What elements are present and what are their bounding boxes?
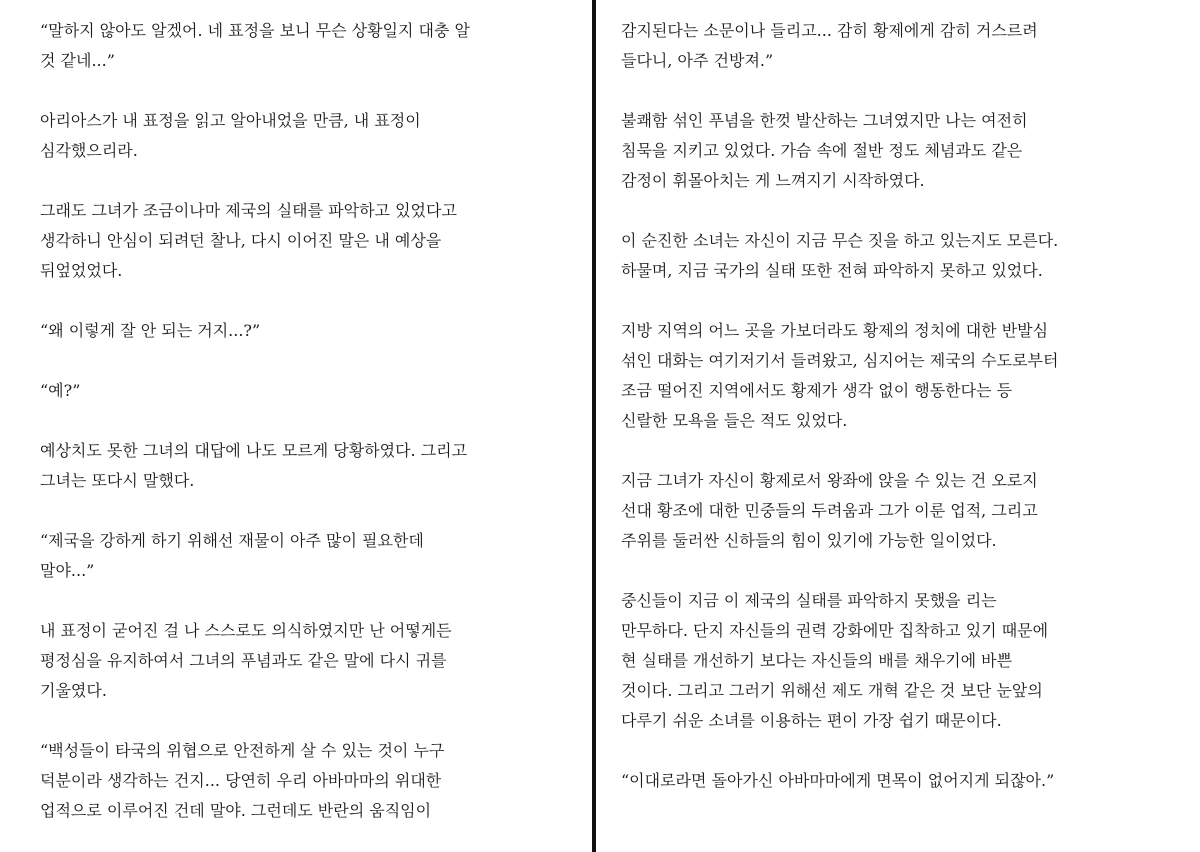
paragraph	[621, 16, 1200, 76]
paragraph	[40, 736, 594, 826]
text-line: 것 같네...”	[40, 51, 115, 70]
paragraph	[40, 616, 594, 706]
text-line: 섞인 대화는 여기저기서 들려왔고, 심지어는 제국의 수도로부터	[621, 351, 1059, 370]
text-line: “백성들이 타국의 위협으로 안전하게 살 수 있는 것이 누구	[40, 741, 445, 760]
text-line: 감정이 휘몰아치는 게 느껴지기 시작하였다.	[621, 171, 925, 190]
paragraph	[621, 226, 1200, 286]
text-line: “예?”	[40, 381, 81, 400]
page-divider	[592, 0, 596, 852]
paragraph	[40, 376, 594, 406]
text-line: 선대 황조에 대한 민중들의 두려움과 그가 이룬 업적, 그리고	[621, 501, 1038, 520]
text-line: 불쾌함 섞인 푸념을 한껏 발산하는 그녀였지만 나는 여전히	[621, 111, 1028, 130]
text-line: 중신들이 지금 이 제국의 실태를 파악하지 못했을 리는	[621, 591, 997, 610]
text-line: 예상치도 못한 그녀의 대답에 나도 모르게 당황하였다. 그리고	[40, 441, 468, 460]
paragraph	[621, 466, 1200, 556]
text-line: 심각했으리라.	[40, 141, 138, 160]
text-line: 이 순진한 소녀는 자신이 지금 무슨 짓을 하고 있는지도 모른다.	[621, 231, 1059, 250]
text-line: 기울였다.	[40, 681, 107, 700]
text-line: 지금 그녀가 자신이 황제로서 왕좌에 앉을 수 있는 건 오로지	[621, 471, 1038, 490]
text-line: 신랄한 모욕을 들은 적도 있었다.	[621, 411, 848, 430]
paragraph	[40, 526, 594, 586]
paragraph	[621, 586, 1200, 736]
paragraph	[40, 316, 594, 346]
text-line: “말하지 않아도 알겠어. 네 표정을 보니 무슨 상황일지 대충 알	[40, 21, 470, 40]
text-line: 주위를 둘러싼 신하들의 힘이 있기에 가능한 일이었다.	[621, 531, 997, 550]
text-line: 하물며, 지금 국가의 실태 또한 전혀 파악하지 못하고 있었다.	[621, 261, 1043, 280]
paragraph	[621, 316, 1200, 436]
paragraph	[40, 16, 594, 76]
text-line: 뒤엎었었다.	[40, 261, 123, 280]
text-line: “왜 이렇게 잘 안 되는 거지...?”	[40, 321, 261, 340]
text-line: 그녀는 또다시 말했다.	[40, 471, 195, 490]
paragraph	[40, 196, 594, 286]
text-line: 현 실태를 개선하기 보다는 자신들의 배를 채우기에 바쁜	[621, 651, 1013, 670]
text-line: “이대로라면 돌아가신 아바마마에게 면목이 없어지게 되잖아.”	[621, 771, 1055, 790]
paragraph	[40, 106, 594, 166]
text-line: 평정심을 유지하여서 그녀의 푸념과도 같은 말에 다시 귀를	[40, 651, 447, 670]
text-line: 감지된다는 소문이나 들리고... 감히 황제에게 감히 거스르려	[621, 21, 1038, 40]
paragraph	[621, 766, 1200, 796]
text-line: 것이다. 그리고 그러기 위해선 제도 개혁 같은 것 보단 눈앞의	[621, 681, 1043, 700]
paragraph	[621, 106, 1200, 196]
right-page	[599, 0, 1200, 852]
text-line: 다루기 쉬운 소녀를 이용하는 편이 가장 쉽기 때문이다.	[621, 711, 1002, 730]
paragraph	[40, 436, 594, 496]
text-line: 그래도 그녀가 조금이나마 제국의 실태를 파악하고 있었다고	[40, 201, 457, 220]
text-line: 아리아스가 내 표정을 읽고 알아내었을 만큼, 내 표정이	[40, 111, 421, 130]
text-line: 만무하다. 단지 자신들의 권력 강화에만 집착하고 있기 때문에	[621, 621, 1049, 640]
text-line: 지방 지역의 어느 곳을 가보더라도 황제의 정치에 대한 반발심	[621, 321, 1049, 340]
text-line: “제국을 강하게 하기 위해선 재물이 아주 많이 필요한데	[40, 531, 424, 550]
text-line: 침묵을 지키고 있었다. 가슴 속에 절반 정도 체념과도 같은	[621, 141, 1023, 160]
text-line: 들다니, 아주 건방져.”	[621, 51, 774, 70]
text-line: 조금 떨어진 지역에서도 황제가 생각 없이 행동한다는 등	[621, 381, 1013, 400]
text-line: 내 표정이 굳어진 걸 나 스스로도 의식하였지만 난 어떻게든	[40, 621, 452, 640]
text-line: 덕분이라 생각하는 건지... 당연히 우리 아바마마의 위대한	[40, 771, 442, 790]
text-line: 업적으로 이루어진 건데 말야. 그런데도 반란의 움직임이	[40, 801, 432, 820]
text-line: 말야...”	[40, 561, 95, 580]
text-line: 생각하니 안심이 되려던 찰나, 다시 이어진 말은 내 예상을	[40, 231, 442, 250]
left-page	[0, 0, 594, 852]
